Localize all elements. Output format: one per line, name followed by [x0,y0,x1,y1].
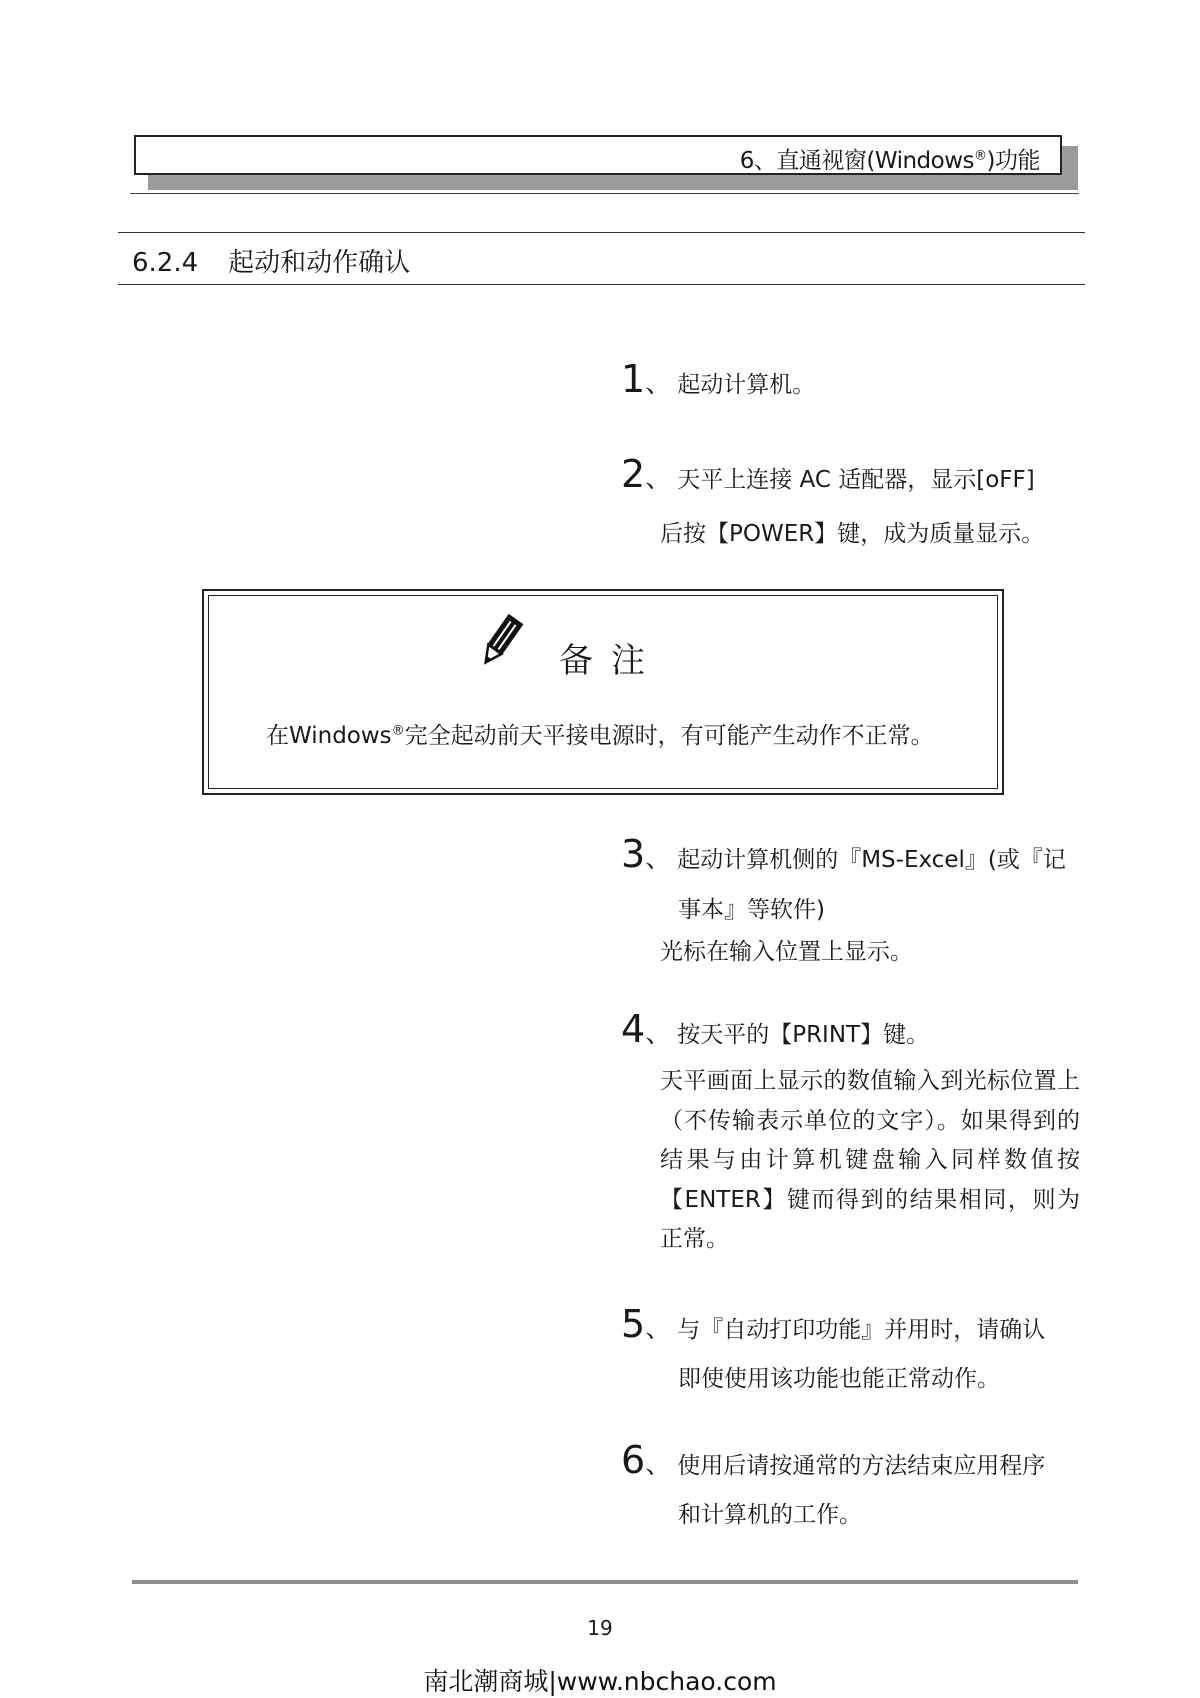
step-5-continuation: 即使使用该功能也能正常动作。 [678,1366,1000,1392]
registered-mark: ® [974,148,987,164]
step-text: 与『自动打印功能』并用时，请确认 [677,1317,1046,1343]
registered-mark: ® [391,723,405,739]
section-top-rule [118,232,1085,233]
step-number: 2 [621,452,646,496]
step-number: 4 [621,1007,646,1051]
step-3-result: 光标在输入位置上显示。 [660,939,913,965]
note-title: 备注 [559,641,663,681]
step-1: 1 、 起动计算机。 [621,357,816,401]
chapter-header-box [134,135,1062,175]
step-number: 1 [621,357,646,401]
section-title: 起动和动作确认 [228,248,411,278]
step-5: 5 、 与『自动打印功能』并用时，请确认 [621,1302,1046,1346]
step-text: 按天平的【PRINT】键。 [677,1022,930,1048]
chapter-header-rule [130,193,1079,194]
step-6: 6 、 使用后请按通常的方法结束应用程序 [621,1438,1046,1482]
step-3: 3 、 起动计算机侧的『MS-Excel』(或『记 [621,832,1066,876]
footer-rule [132,1580,1078,1584]
note-box [202,589,1004,795]
step-4: 4 、 按天平的【PRINT】键。 [621,1007,930,1051]
step-number: 5 [621,1302,646,1346]
step-6-continuation: 和计算机的工作。 [678,1502,862,1528]
step-text: 天平上连接 AC 适配器，显示[oFF] [677,467,1035,493]
chapter-title: 6、直通视窗(Windows®)功能 [739,148,1040,174]
section-number: 6.2.4 [132,248,199,278]
step-number: 3 [621,832,646,876]
step-text: 起动计算机。 [677,372,816,398]
step-2-continuation: 后按【POWER】键，成为质量显示。 [660,521,1045,547]
step-2: 2 、 天平上连接 AC 适配器，显示[oFF] [621,452,1035,496]
step-text: 起动计算机侧的『MS-Excel』(或『记 [677,847,1066,873]
page-number: 19 [587,1616,613,1640]
step-3-continuation: 事本』等软件) [678,897,825,923]
watermark: 南北潮商城|www.nbchao.com [423,1667,777,1696]
note-text: 在Windows®完全起动前天平接电源时，有可能产生动作不正常。 [266,723,934,749]
step-4-description: 天平画面上显示的数值输入到光标位置上（不传输表示单位的文字）。如果得到的结果与由计算机键盘输入同样数值按【ENTER】键而得到的结果相同，则为正常。 [660,1068,1080,1252]
step-number: 6 [621,1438,646,1482]
pencil-icon [474,613,526,671]
section-bottom-rule [118,284,1085,285]
step-text: 使用后请按通常的方法结束应用程序 [677,1453,1046,1479]
section-heading [132,242,410,279]
